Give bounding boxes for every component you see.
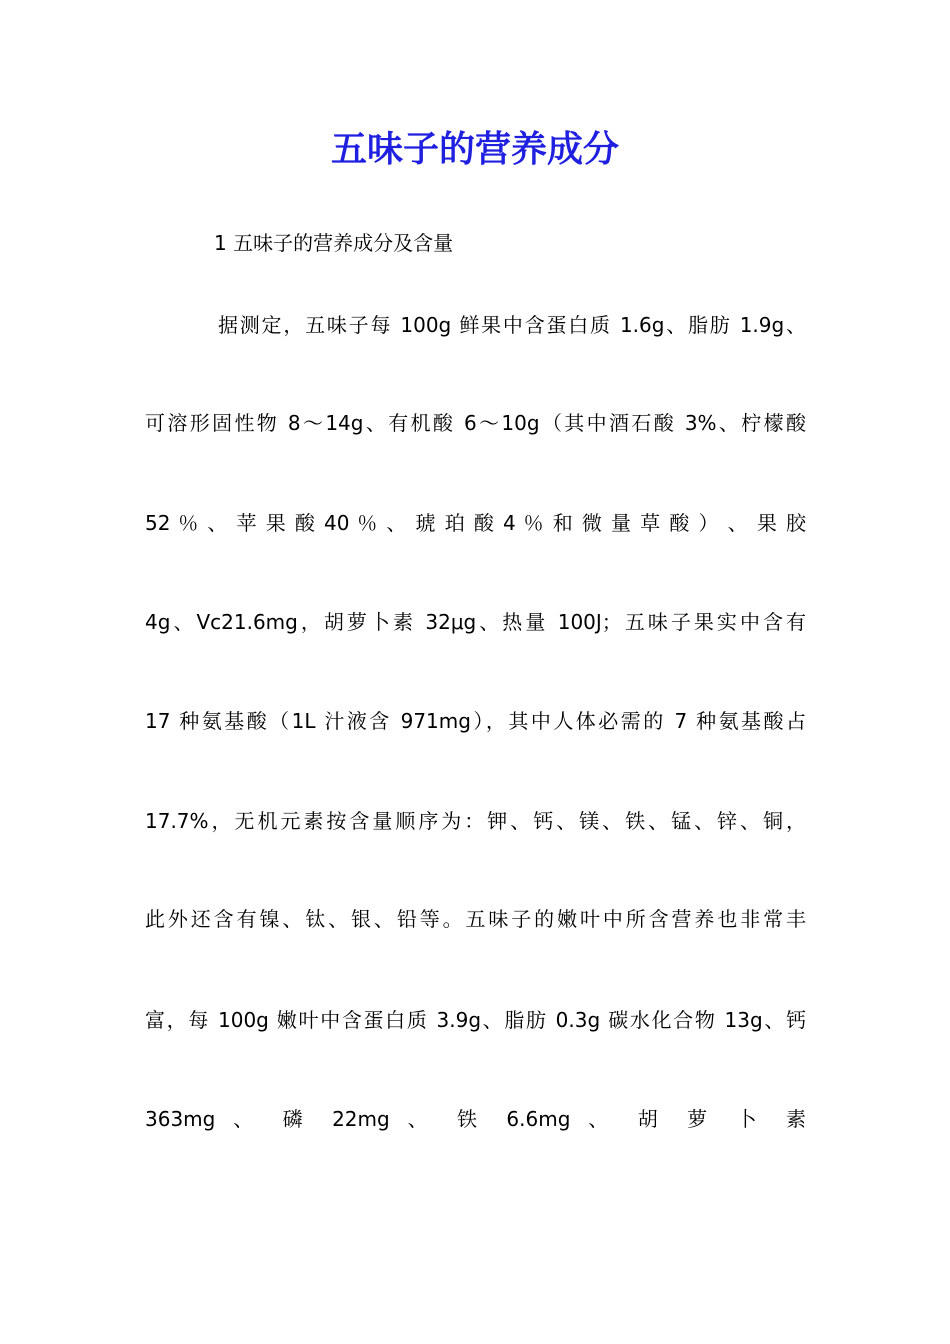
document-title: 五味子的营养成分 bbox=[330, 129, 619, 170]
paragraph-line-9: 363mg 、 磷 22mg 、 铁 6.6mg 、 胡 萝 卜 素 bbox=[145, 1107, 806, 1131]
paragraph-line-5: 17 种氨基酸（1L 汁液含 971mg），其中人体必需的 7 种氨基酸占 bbox=[145, 709, 806, 733]
paragraph-line-8: 富，每 100g 嫩叶中含蛋白质 3.9g、脂肪 0.3g 碳水化合物 13g、钙 bbox=[145, 1008, 806, 1032]
paragraph-line-2: 可溶形固性物 8～14g、有机酸 6～10g（其中酒石酸 3%、柠檬酸 bbox=[145, 411, 806, 435]
paragraph-line-3: 52 ％ 、 苹 果 酸 40 ％ 、 琥 珀 酸 4 ％ 和 微 量 草 酸 ） 、 果 胶 bbox=[145, 511, 806, 535]
section-heading: 1 五味子的营养成分及含量 bbox=[214, 231, 454, 255]
paragraph-line-7: 此外还含有镍、钛、银、铅等。五味子的嫩叶中所含营养也非常丰 bbox=[145, 907, 806, 931]
paragraph-line-4: 4g、Vc21.6mg，胡萝卜素 32μg、热量 100J；五味子果实中含有 bbox=[145, 610, 806, 634]
paragraph-line-1: 据测定，五味子每 100g 鲜果中含蛋白质 1.6g、脂肪 1.9g、 bbox=[218, 313, 806, 337]
paragraph-line-6: 17.7%，无机元素按含量顺序为：钾、钙、镁、铁、锰、锌、铜， bbox=[145, 809, 806, 833]
